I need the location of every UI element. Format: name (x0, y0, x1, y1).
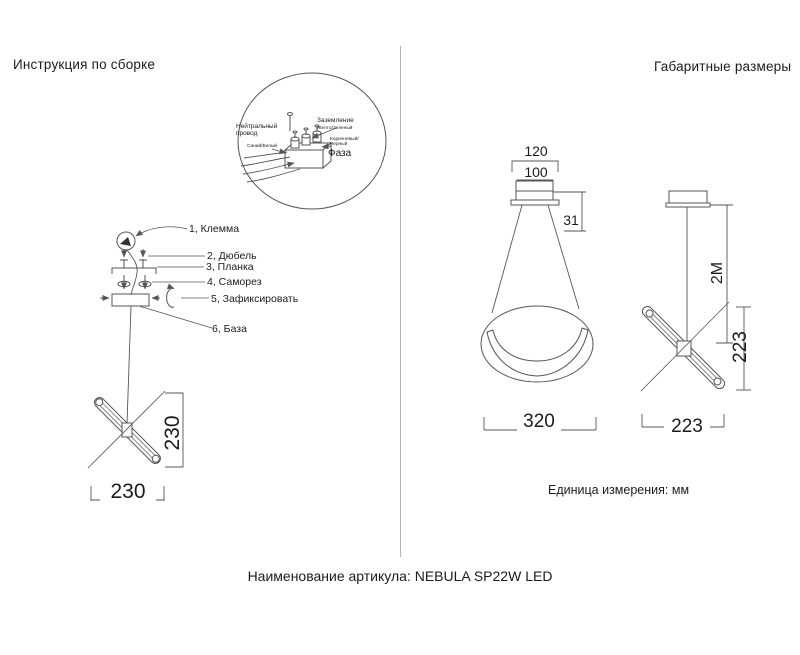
step-label-screw: 4, Саморез (207, 276, 262, 288)
neutral-wire-color-label: Синий/Белый (247, 144, 278, 149)
pendant-front-view (481, 161, 596, 430)
dimensions-section-title: Габаритные размеры (654, 59, 792, 74)
ground-wire-label: Заземление (317, 117, 354, 124)
dim-canopy-height: 31 (563, 212, 579, 228)
dim-cable-length: 2M (709, 261, 726, 285)
dim-canopy-outer: 120 (524, 143, 548, 159)
assembly-section-title: Инструкция по сборке (13, 57, 156, 72)
step-label-terminal: 1, Клемма (189, 223, 240, 235)
phase-wire-color-label: Коричневый/Черный (330, 137, 359, 148)
neutral-wire-label: Нейтральный провод (236, 123, 278, 138)
rotate-arrow-icon (167, 288, 174, 307)
step-label-dowel: 2, Дюбель (207, 250, 257, 262)
dim-bar-height-side: 223 (730, 331, 751, 363)
step-label-base: 6, База (212, 323, 247, 335)
dim-bar-height-front: 230 (161, 415, 184, 451)
step-label-bracket: 3, Планка (206, 261, 254, 273)
units-note: Единица измерения: мм (548, 483, 690, 497)
canopy-side (669, 191, 707, 203)
article-name: Наименование артикула: NEBULA SP22W LED (247, 568, 553, 584)
step-label-fix: 5, Зафиксировать (211, 293, 299, 305)
dim-shade-width: 320 (517, 411, 561, 433)
assembly-diagram (100, 227, 212, 424)
bracket-part (112, 268, 156, 274)
base-part (112, 294, 149, 306)
dim-canopy-inner: 100 (524, 164, 548, 180)
pendant-side-view (640, 191, 751, 427)
ground-wire-color-label: Желто/Зеленый (317, 126, 353, 131)
dim-bar-width-side: 223 (664, 416, 710, 438)
phase-label: Фаза (328, 148, 352, 159)
dim-bar-width-front: 230 (100, 480, 156, 504)
